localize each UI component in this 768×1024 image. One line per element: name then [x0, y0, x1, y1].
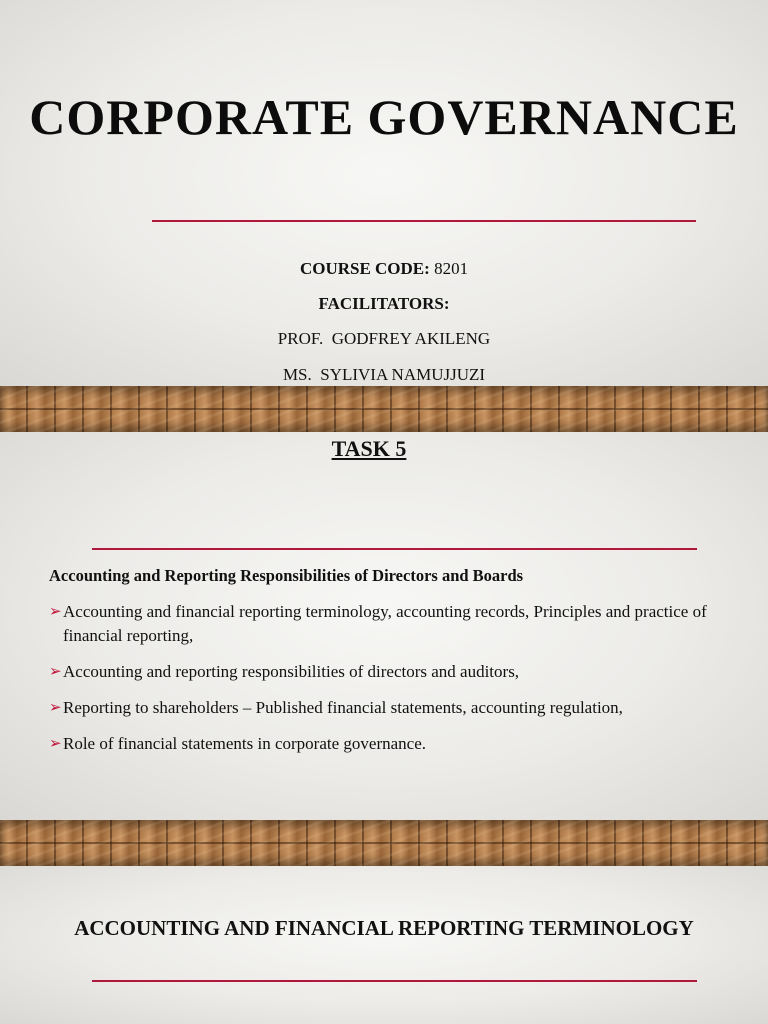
bullet-list — [49, 600, 729, 768]
arrow-bullet-icon: ➢ — [49, 736, 62, 752]
slide-1 — [0, 0, 768, 386]
course-code-value: 8201 — [434, 259, 469, 278]
list-item — [49, 696, 729, 720]
course-code-label: COURSE CODE: — [299, 259, 430, 278]
arrow-bullet-icon: ➢ — [49, 664, 62, 680]
slide-2-divider — [92, 548, 697, 550]
slide-2-title: TASK 5 — [331, 436, 407, 461]
slide-1-divider — [152, 220, 696, 222]
facilitators-label: FACILITATORS: — [318, 294, 450, 313]
arrow-bullet-icon: ➢ — [49, 604, 62, 620]
bullet-text: Accounting and financial reporting terminology, accounting records, Principles and practice of financial reporting, — [63, 602, 707, 645]
wood-floor-band-1 — [0, 386, 768, 432]
course-code-line — [0, 259, 768, 279]
wood-floor-band-2 — [0, 820, 768, 866]
facilitator-2: MS. SYLIVIA NAMUJJUZI — [282, 365, 486, 384]
slide-2 — [0, 432, 768, 820]
list-item — [49, 660, 729, 684]
facilitator-1: PROF. GODFREY AKILENG — [277, 329, 491, 348]
list-item — [49, 600, 729, 648]
slide-2-heading: Accounting and Reporting Responsibilities of Directors and Boards — [49, 566, 524, 585]
slide-3 — [0, 866, 768, 1024]
bullet-text: Reporting to shareholders – Published financial statements, accounting regulation, — [63, 698, 623, 717]
list-item — [49, 732, 729, 756]
slide-1-title: CORPORATE GOVERNANCE — [29, 89, 739, 145]
arrow-bullet-icon: ➢ — [49, 700, 62, 716]
slide-3-divider — [92, 980, 697, 982]
slide-3-title: ACCOUNTING AND FINANCIAL REPORTING TERMINOLOGY — [74, 916, 694, 940]
bullet-text: Accounting and reporting responsibilities of directors and auditors, — [63, 662, 520, 681]
bullet-text: Role of financial statements in corporate governance. — [63, 734, 426, 753]
